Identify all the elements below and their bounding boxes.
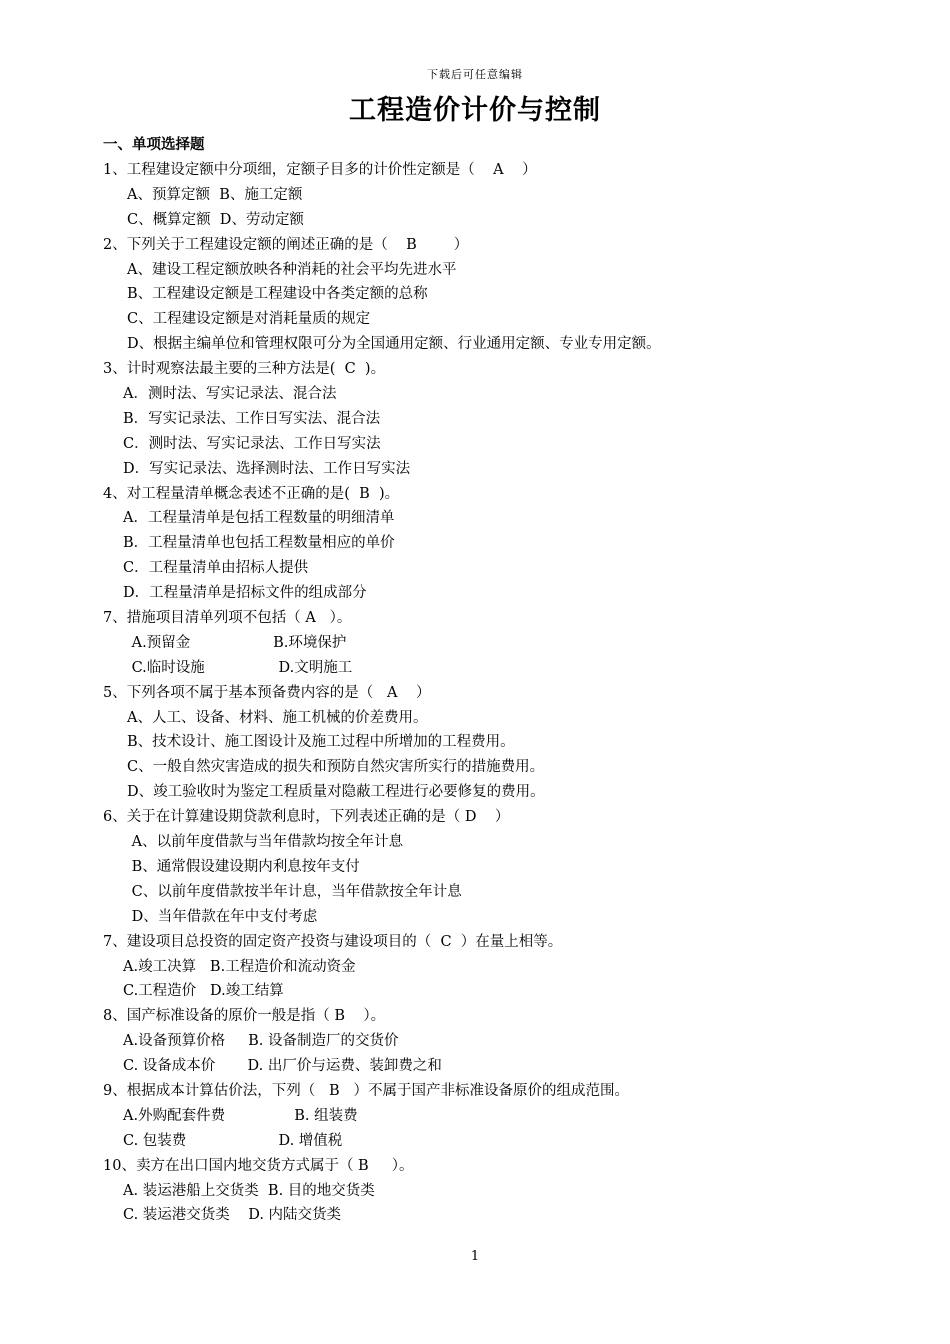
option-line: A.设备预算价格 B. 设备制造厂的交货价 <box>123 1033 399 1050</box>
page-header-note: 下载后可任意编辑 <box>427 68 523 81</box>
option-line: D、根据主编单位和管理权限可分为全国通用定额、行业通用定额、专业专用定额。 <box>127 336 661 353</box>
question-6: 6、关于在计算建设期贷款利息时，下列表述正确的是（ D ） <box>103 809 510 826</box>
option-line: D、竣工验收时为鉴定工程质量对隐蔽工程进行必要修复的费用。 <box>127 784 545 801</box>
option-line: C.临时设施 D.文明施工 <box>127 659 353 676</box>
question-8: 8、国产标准设备的原价一般是指（ B ）。 <box>103 1008 386 1025</box>
option-line: A.外购配套件费 B. 组装费 <box>123 1107 358 1124</box>
option-line: C、以前年度借款按半年计息，当年借款按全年计息 <box>127 883 462 900</box>
question-2: 2、下列关于工程建设定额的阐述正确的是（ B ） <box>103 236 469 253</box>
option-line: C、概算定额 D、劳动定额 <box>127 211 304 228</box>
option-line: C. 装运港交货类 D. 内陆交货类 <box>123 1207 342 1224</box>
option-line: C. 设备成本价 D. 出厂价与运费、装卸费之和 <box>123 1058 442 1075</box>
option-line: C. 包装费 D. 增值税 <box>123 1132 343 1149</box>
option-line: C、工程建设定额是对消耗量质的规定 <box>127 311 371 328</box>
option-line: A.竣工决算 B.工程造价和流动资金 <box>123 958 356 975</box>
question-4: 4、对工程量清单概念表述不正确的是( B )。 <box>103 485 400 502</box>
option-line: A.预留金 B.环境保护 <box>127 634 347 651</box>
question-3: 3、计时观察法最主要的三种方法是( C )。 <box>103 361 386 378</box>
option-line: A、以前年度借款与当年借款均按全年计息 <box>127 834 404 851</box>
question-7a: 7、措施项目清单列项不包括（ A ）。 <box>103 610 352 627</box>
question-1: 1、工程建设定额中分项细，定额子目多的计价性定额是（ A ） <box>103 162 537 178</box>
question-5: 5、下列各项不属于基本预备费内容的是（ A ） <box>103 684 431 701</box>
option-line: B、通常假设建设期内利息按年支付 <box>127 858 360 875</box>
option-line: C．工程量清单由招标人提供 <box>123 560 309 577</box>
option-line: B．写实记录法、工作日写实法、混合法 <box>123 410 381 427</box>
page-number: 1 <box>470 1249 480 1264</box>
question-9: 9、根据成本计算估价法，下列（ B ）不属于国产非标准设备原价的组成范围。 <box>103 1082 630 1099</box>
option-line: B．工程量清单也包括工程数量相应的单价 <box>123 535 395 552</box>
option-line: A．工程量清单是包括工程数量的明细清单 <box>123 510 395 527</box>
question-7b: 7、建设项目总投资的固定资产投资与建设项目的（ C ）在量上相等。 <box>103 933 563 950</box>
option-line: D、当年借款在年中支付考虑 <box>127 908 318 925</box>
option-line: A．测时法、写实记录法、混合法 <box>123 386 337 403</box>
option-line: A. 装运港船上交货类 B. 目的地交货类 <box>123 1182 375 1199</box>
option-line: A、建设工程定额放映各种消耗的社会平均先进水平 <box>127 261 457 278</box>
question-10: 10、卖方在出口国内地交货方式属于（ B ）。 <box>103 1157 414 1174</box>
option-line: C．测时法、写实记录法、工作日写实法 <box>123 435 381 452</box>
option-line: D．写实记录法、选择测时法、工作日写实法 <box>123 460 411 477</box>
option-line: A、人工、设备、材料、施工机械的价差费用。 <box>127 709 428 726</box>
option-line: C.工程造价 D.竣工结算 <box>123 983 284 1000</box>
section-heading: 一、单项选择题 <box>103 137 205 153</box>
option-line: A、预算定额 B、施工定额 <box>127 186 303 203</box>
option-line: C、一般自然灾害造成的损失和预防自然灾害所实行的措施费用。 <box>127 759 545 776</box>
option-line: B、技术设计、施工图设计及施工过程中所增加的工程费用。 <box>127 734 515 751</box>
option-line: D．工程量清单是招标文件的组成部分 <box>123 585 367 602</box>
document-title: 工程造价计价与控制 <box>349 95 601 126</box>
option-line: B、工程建设定额是工程建设中各类定额的总称 <box>127 286 428 303</box>
question-list <box>103 133 863 1228</box>
